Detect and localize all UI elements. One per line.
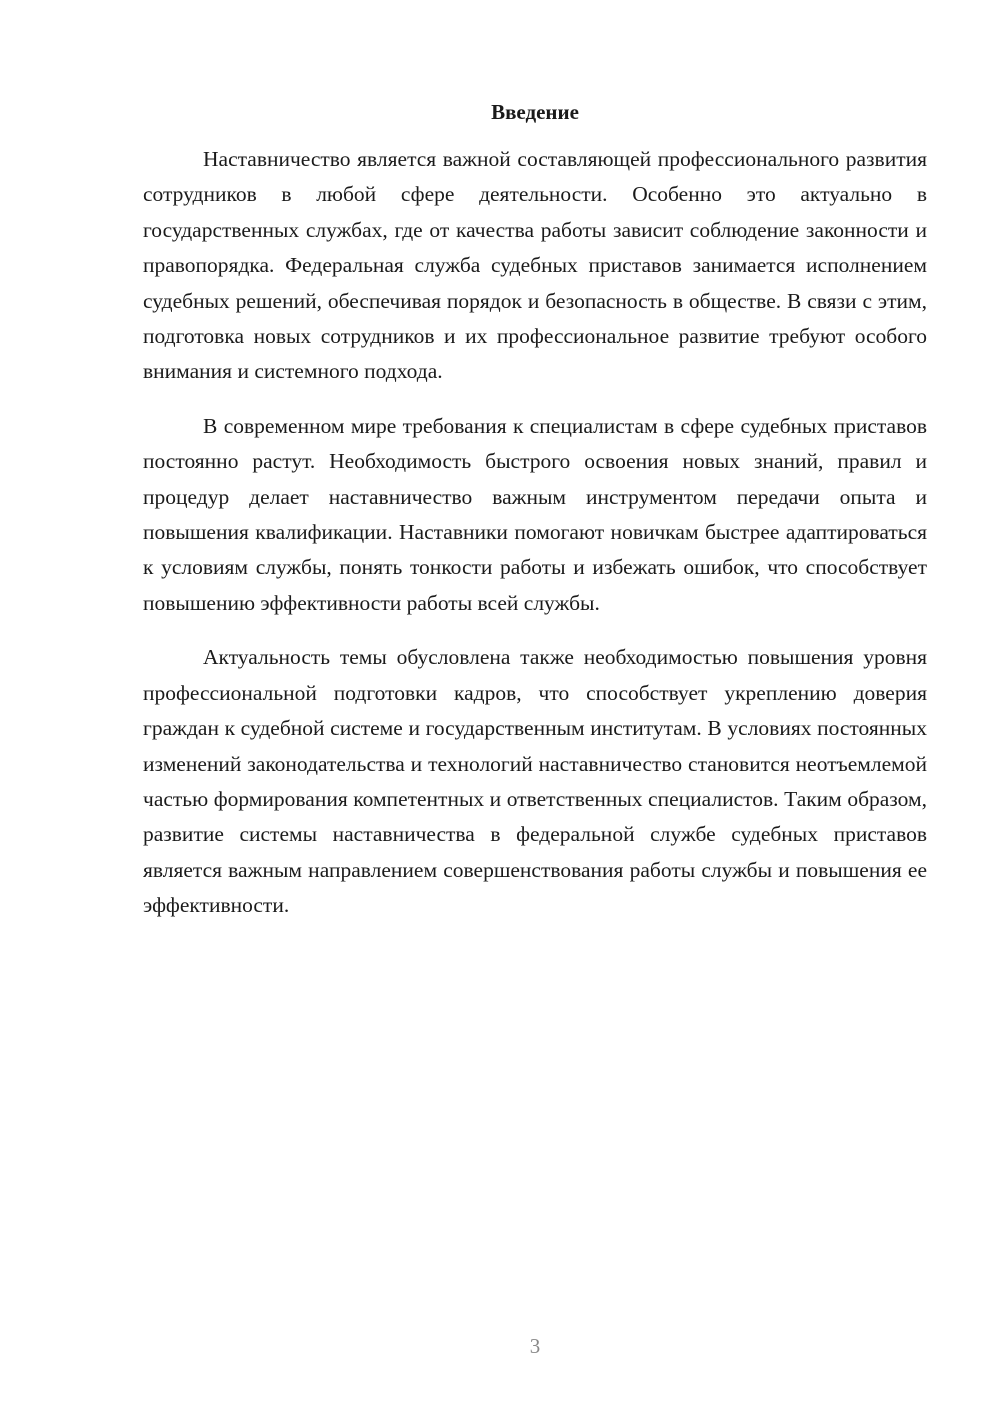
paragraph-3: Актуальность темы обусловлена также необходимостью повышения уровня профессиональной подготовки кадров, что способствует укреплению доверия граждан к судебной системе и государственным институтам. В условиях постоянных изменений законодательства и технологий наставничество становится неотъемлемой частью формирования компетентных и ответственных специалистов. Таким образом, развитие системы наставничества в федеральной службе судебных приставов является важным направлением совершенствования работы службы и повышения ее эффективности. xyxy=(143,645,927,918)
paragraph-2: В современном мире требования к специалистам в сфере судебных приставов постоянно растут. Необходимость быстрого освоения новых знаний, правил и процедур делает наставничество важным инструментом передачи опыта и повышения квалификации. Наставники помогают новичкам быстрее адаптироваться к условиям службы, понять тонкости работы и избежать ошибок, что способствует повышению эффективности работы всей службы. xyxy=(143,413,927,615)
paragraph-1: Наставничество является важной составляющей профессионального развития сотрудников в любой сфере деятельности. Особенно это актуально в государственных службах, где от качества работы зависит соблюдение законности и правопорядка. Федеральная служба судебных приставов занимается исполнением судебных решений, обеспечивая порядок и безопасность в обществе. В связи с этим, подготовка новых сотрудников и их профессиональное развитие требуют особого внимания и системного подхода. xyxy=(143,147,927,384)
page-title: Введение xyxy=(491,100,579,124)
document-body xyxy=(143,142,927,924)
page-number: 3 xyxy=(529,1334,541,1358)
